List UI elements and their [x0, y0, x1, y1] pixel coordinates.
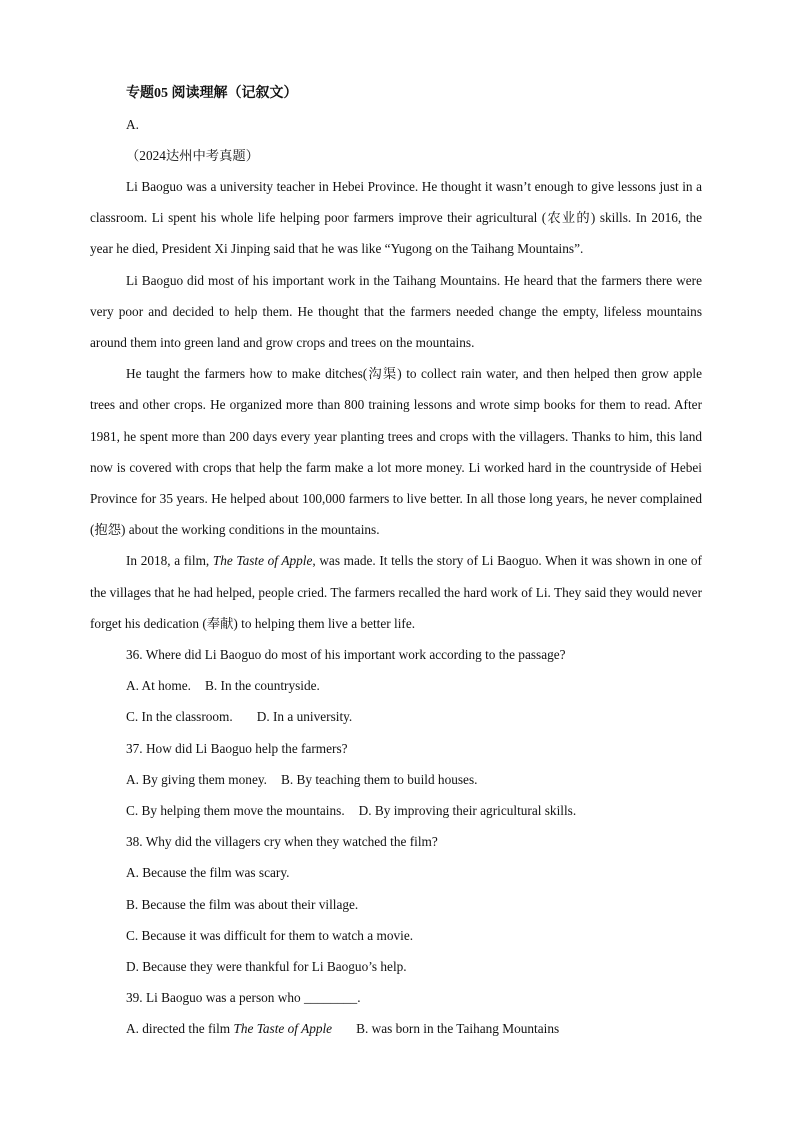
question-36-options-row-1: [126, 670, 702, 701]
question-36-stem: 36. Where did Li Baoguo do most of his important work according to the passage?: [126, 647, 566, 663]
question-38-stem: 38. Why did the villagers cry when they watched the film?: [126, 834, 438, 850]
question-39-option-a-film: The Taste of Apple: [233, 1021, 333, 1037]
question-37-stem: 37. How did Li Baoguo help the farmers?: [126, 740, 348, 756]
paragraph-4-part-b: , was made. It tells the story of Li Baoguo. When it was shown in one of the villages that he had helped, people cried. The farmers recalled the hard work of Li. They said they would never forget his dedication (奉献) to helping them live a better life.: [90, 553, 702, 631]
question-39-option-b: B. was born in the Taihang Mountains: [356, 1021, 560, 1037]
question-39-options-row-1: [126, 1013, 702, 1044]
section-label: A.: [126, 117, 139, 132]
film-title: The Taste of Apple: [212, 553, 313, 569]
passage-paragraph-1: Li Baoguo was a university teacher in Hebei Province. He thought it wasn’t enough to give lessons just in a classroom. Li spent his whole life helping poor farmers improve their agricultural (农业的) skills. In 2016, the year he died, President Xi Jinping said that he was like “Yugong on the Taihang Mountains”.: [90, 179, 702, 257]
document-content: [90, 78, 702, 1045]
question-39-stem: 39. Li Baoguo was a person who ________.: [126, 990, 361, 1006]
question-38-option-c: C. Because it was difficult for them to watch a movie.: [126, 927, 414, 943]
question-38-option-a: A. Because the film was scary.: [126, 865, 290, 881]
question-37-option-b: B. By teaching them to build houses.: [280, 771, 478, 787]
question-39-option-a-prefix: A. directed the film: [126, 1021, 234, 1037]
question-38-option-d: D. Because they were thankful for Li Baoguo’s help.: [126, 959, 407, 975]
source-label: （2024达州中考真题）: [126, 148, 259, 163]
question-37-option-c: C. By helping them move the mountains.: [126, 803, 345, 819]
question-38-option-b: B. Because the film was about their village.: [126, 896, 359, 912]
question-37-options-row-1: [126, 764, 702, 795]
passage-paragraph-4: [90, 545, 702, 639]
question-36-option-a: A. At home.: [126, 678, 192, 694]
page-title: 专题05 阅读理解（记叙文）: [126, 86, 298, 101]
passage-paragraph-3: He taught the farmers how to make ditches(沟渠) to collect rain water, and then helped then grow apple trees and other crops. He organized more than 800 training lessons and wrote simp books for them to read. After 1981, he spent more than 200 days every year planting trees and crops with the villagers. Thanks to him, this land now is covered with crops that help the farm make a lot more money. Li worked hard in the countryside of Hebei Province for 35 years. He helped about 100,000 farmers to live better. In all those long years, he never complained (抱怨) about the working conditions in the mountains.: [90, 366, 702, 538]
question-37-option-d: D. By improving their agricultural skills.: [358, 803, 577, 819]
question-36-options-row-2: [126, 701, 702, 732]
question-37-option-a: A. By giving them money.: [126, 771, 267, 787]
question-36-option-d: D. In a university.: [256, 709, 353, 725]
passage-paragraph-2: Li Baoguo did most of his important work in the Taihang Mountains. He heard that the farmers there were very poor and decided to help them. He thought that the farmers needed change the empty, lifeless mountains around them into green land and grow crops and trees on the mountains.: [90, 272, 702, 351]
paragraph-4-part-a: In 2018, a film,: [126, 553, 213, 569]
question-36-option-c: C. In the classroom.: [126, 709, 233, 725]
question-37-options-row-2: [126, 795, 702, 826]
question-36-option-b: B. In the countryside.: [205, 678, 320, 694]
